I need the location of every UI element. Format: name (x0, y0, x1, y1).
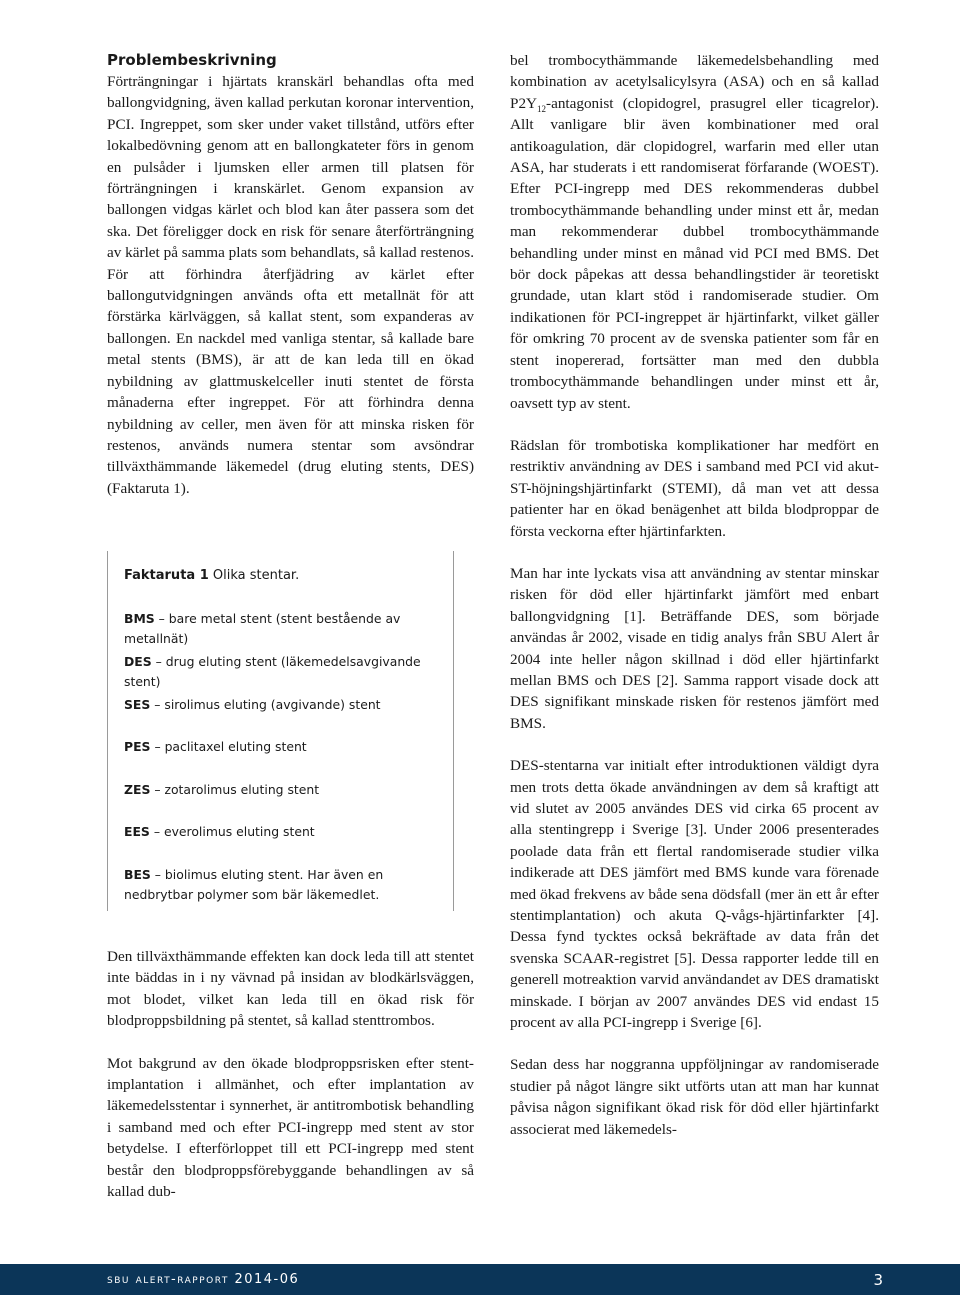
subscript: 12 (537, 103, 547, 114)
section-heading: Problembeskrivning (107, 51, 277, 69)
report-label: sbu alert-rapport 2014-06 (107, 1272, 300, 1287)
factbox (107, 551, 454, 911)
footer-bar (0, 1264, 960, 1295)
factbox-item (124, 652, 446, 692)
factbox-desc: – bare metal stent (stent bestående av metallnät) (124, 611, 401, 646)
factbox-desc: – sirolimus eluting (avgivande) stent (154, 697, 381, 712)
factbox-abbr: DES (124, 654, 152, 669)
factbox-desc: – paclitaxel eluting stent (154, 739, 307, 754)
factbox-abbr: PES (124, 739, 151, 754)
treatment-text-b: -antagonist (clopidogrel, prasugrel eller ticagrelor). Allt vanligare blir även kombinationer med oral antikoagulation, där clopidogrel, warfarin med eller utan ASA, har studerats i ett randomiserat förfarande (WOEST). Efter PCI-ingrepp med DES rekommenderas dubbel trombocythämmande behandling under minst ett år, medan man rekommenderar dubbel trombocythämmande behandling under minst en månad vid PCI med BMS. Det bör dock påpekas att dessa behandlingstider är teoretiskt grundade, utan klart stöd i randomiserade studier. Om indikationen för PCI-ingreppet är hjärtinfarkt, vilket gäller för omkring 70 procent av de svenska patienter som får en stent inopererad, fortsätter man med den dubbla trombocythämmande behandlingen under minst ett år, oavsett typ av stent. (510, 94, 879, 412)
treatment-text-a: bel trombocythämmande läkemedelsbehandling med kombination av acetylsalicylsyra (ASA) och en så kallad P2Y (510, 52, 879, 112)
factbox-abbr: BES (124, 867, 151, 882)
factbox-desc: – biolimus eluting stent. Har även en nedbrytbar polymer som bär läkemedlet. (124, 867, 384, 902)
factbox-abbr: BMS (124, 611, 155, 626)
left-column (107, 50, 474, 499)
factbox-item (124, 695, 446, 715)
paragraph-des-history: DES-stentarna var initialt efter introduktionen väldigt dyra men trots detta ökade användningen av dem så kraftigt att vid slutet av 2005 användes DES vid cirka 65 procent av alla stentingrepp i Sverige [3]. Under 2006 presenterades poolade data från ett flertal randomiserade studier vilka indikerade att DES jämfört med BMS kunde vara förenade med ökad frekvens av både sena dödsfall (mer än ett år efter stentimplantation) och akuta Q-vågs-hjärtinfarkter [4]. Dessa fynd tycktes också bekräftade av data från det svenska SCAAR-registret [5]. Dessa rapporter ledde till en generell motreaktion varvid användandet av DES dramatiskt minskade. I början av 2007 användes DES vid endast 15 procent av alla PCI-ingrepp i Sverige [6]. (510, 757, 879, 1032)
paragraph-background: Mot bakgrund av den ökade blodproppsrisken efter stent-implantation i allmänhet, och efter implantation av läkemedelsstentar i synnerhet, är antitrombotisk behandling i samband med och efter PCI-ingrepp med stent av stor betydelse. I efterförloppet till ett PCI-ingrepp med stent består den blodproppsförebyggande behandlingen av så kallad dub- (107, 1054, 474, 1201)
factbox-item (124, 822, 446, 842)
factbox-title-text: Olika stentar. (212, 568, 300, 583)
paragraph-treatment (510, 50, 879, 414)
factbox-item (124, 737, 446, 757)
right-column (510, 50, 879, 1140)
factbox-title-label: Faktaruta 1 (124, 568, 209, 583)
paragraph-effect: Den tillväxthämmande effekten kan dock leda till att stentet inte bäddas in i ny vävnad på insidan av blodkärlsväggen, mot blodet, vilket kan leda till en ökad risk för blodproppsbildning på stentet, så kallad stenttrombos. (107, 948, 474, 1030)
factbox-abbr: SES (124, 697, 151, 712)
paragraph-evidence: Man har inte lyckats visa att användning av stentar minskar risken för död eller hjärtinfarkt jämfört med enbart ballongvidgning [1]. Beträffande DES, som började användas år 2002, visade en tidig analys från SBU Alert år 2004 inte heller någon skillnad i död eller hjärtinfarkt mellan BMS och DES [2]. Samma rapport visade dock att DES signifikant minskade risken för restenos jämfört med BMS. (510, 564, 879, 732)
factbox-item (124, 865, 446, 905)
factbox-abbr: EES (124, 824, 150, 839)
page-number: 3 (873, 1271, 883, 1289)
paragraph-fear: Rädslan för trombotiska komplikationer har medfört en restriktiv användning av DES i samband med PCI vid akut-ST-höjningshjärtinfarkt (STEMI), då man vet att dessa patienter har en ökad benägenhet att bilda blodproppar de första veckorna efter hjärtinfarkten. (510, 436, 879, 540)
factbox-desc: – everolimus eluting stent (153, 824, 315, 839)
factbox-item (124, 609, 446, 649)
left-column-lower (107, 946, 474, 1202)
factbox-abbr: ZES (124, 782, 151, 797)
factbox-desc: – zotarolimus eluting stent (154, 782, 320, 797)
paragraph-followup: Sedan dess har noggranna uppföljningar av randomiserade studier på något längre sikt utförts utan att man har kunnat påvisa någon signifikant ökad risk för död eller hjärtinfarkt associerat med läkemedels- (510, 1056, 879, 1138)
factbox-desc: – drug eluting stent (läkemedelsavgivande stent) (124, 654, 421, 689)
paragraph-problem: Förträngningar i hjärtats kranskärl behandlas ofta med ballongvidgning, även kallad perkutan koronar intervention, PCI. Ingreppet, som sker under vaket tillstånd, utförs efter lokalbedövning genom att en ballongkateter förs in genom en pulsåder i ljumsken eller armen till platsen för förträngningen i kranskärlet. Genom expansion av ballongen vidgas kärlet och blod kan åter passera som det ska. Det föreligger dock en risk för senare återförträngning av kärlet på samma plats som behandlats, så kallad restenos. För att förhindra återfjädring av kärlet efter ballongutvidgningen används ofta ett metallnät för att förstärka kärlväggen, så kallat stent, som expanderas av ballongen. En nackdel med vanliga stentar, så kallade bare metal stents (BMS), är att de kan leda till en ökad nybildning av glattmuskelceller inuti stentet de första månaderna efter ingreppet. För att förhindra denna nybildning av celler, men även för att minska risken för restenos, används numera stentar som avsöndrar tillväxthämmande läkemedel (drug eluting stents, DES) (Faktaruta 1). (107, 73, 474, 497)
factbox-item (124, 780, 446, 800)
factbox-title (124, 568, 299, 583)
